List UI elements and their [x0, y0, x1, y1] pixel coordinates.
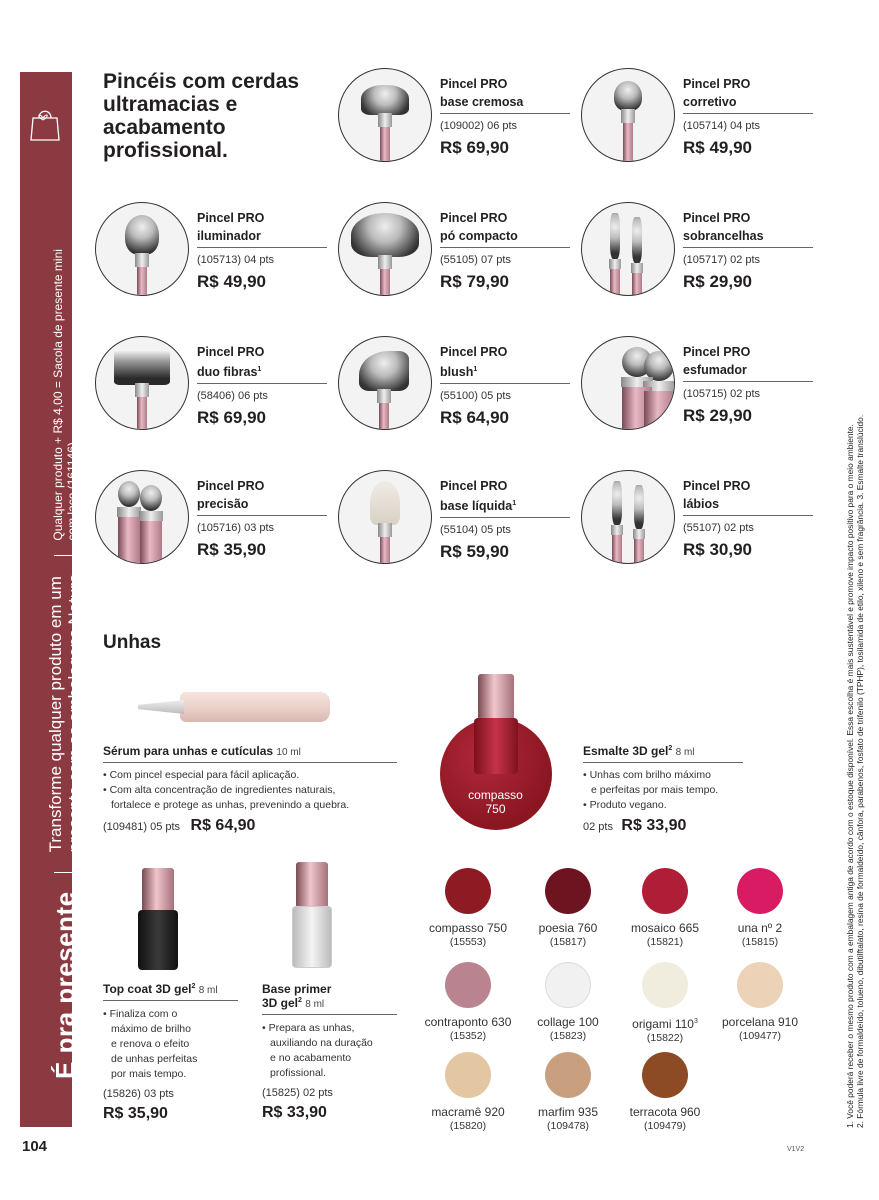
- brush-price: R$ 64,90: [440, 408, 509, 428]
- color-swatch: [445, 1052, 491, 1098]
- banner-divider: [54, 872, 76, 873]
- brush-code: (105715) 02 pts: [683, 388, 761, 400]
- brush-name-line2: [683, 495, 813, 513]
- brush-price: R$ 49,90: [683, 138, 752, 157]
- brush-price: R$ 29,90: [683, 406, 752, 425]
- brush-name-text: iluminador: [197, 229, 261, 243]
- color-swatch-label: [610, 921, 720, 949]
- swatch-name: [413, 1105, 523, 1119]
- topcoat-bullet: máximo de brilho: [111, 1023, 191, 1035]
- brush-image-3: [338, 202, 432, 296]
- serum-tube-image: [120, 688, 332, 728]
- swatch-name-text: poesia 760: [538, 921, 598, 935]
- version-code: V1V2: [787, 1146, 805, 1153]
- brush-image-9: [338, 470, 432, 564]
- footnote-mark: 1: [473, 366, 478, 373]
- topcoat-info: [103, 982, 238, 1123]
- brush-name-line2: [197, 495, 327, 513]
- divider: [103, 762, 397, 763]
- banner-divider: [54, 555, 76, 556]
- brush-name-line1: Pincel PRO: [197, 211, 265, 225]
- brush-name-line1: Pincel PRO: [440, 479, 508, 493]
- brush-name-text: sobrancelhas: [683, 229, 764, 243]
- swatch-name: [413, 921, 523, 935]
- baseprimer-title-line1: Base primer: [262, 982, 332, 996]
- brush-code: (55107) 02 pts: [683, 522, 754, 534]
- topcoat-size: 8 ml: [198, 985, 218, 996]
- brush-name-text: blush: [440, 365, 474, 380]
- brush-name-text: base cremosa: [440, 95, 524, 109]
- swatch-name: [513, 1015, 623, 1029]
- footnote-mark: 1: [257, 366, 262, 373]
- brush-name-line1: Pincel PRO: [197, 479, 265, 493]
- brush-image-6: [338, 336, 432, 430]
- brush-price: R$ 35,90: [197, 540, 266, 559]
- serum-title-text: Sérum para unhas e cutículas: [103, 744, 274, 758]
- serum-info: [103, 744, 397, 835]
- brush-code: (58406) 06 pts: [197, 390, 268, 403]
- page-headline: Pincéis com cerdas ultramacias e acabamento profissional.: [103, 70, 300, 162]
- brush-info: [440, 477, 570, 562]
- footnote-2: 2. Fórmula livre de formaldeído, tolueno, dibutilftalato, resina de formaldeído, cânfora, parabenos, fosfato de trifenilo (TPHP), tosilamida de etilo, xileno e sem fragrância. 3. Esmalte translúcido.: [855, 414, 865, 1128]
- footnotes: [845, 415, 865, 1128]
- swatch-name-text: porcelana 910: [721, 1015, 799, 1029]
- brush-image-8: [95, 470, 189, 564]
- swatch-name: [610, 1105, 720, 1119]
- brush-info: [683, 75, 813, 158]
- color-swatch-label: [413, 1015, 523, 1043]
- featured-polish-bottle: [474, 718, 518, 774]
- swatch-name-text: mosaico 665: [630, 921, 700, 935]
- brush-name-text: corretivo: [683, 95, 737, 109]
- color-swatch: [545, 868, 591, 914]
- brush-code: (105713) 04 pts: [197, 254, 275, 266]
- topcoat-bottle-image: [138, 868, 178, 972]
- brush-name-text: precisão: [197, 497, 249, 511]
- brush-name-line1: Pincel PRO: [683, 345, 751, 359]
- esmalte-price: R$ 33,90: [621, 817, 687, 834]
- baseprimer-info: [262, 982, 397, 1122]
- topcoat-bullet: • Finaliza com o: [103, 1008, 178, 1020]
- color-swatch-label: [705, 921, 815, 949]
- divider: [683, 515, 813, 516]
- brush-info: [440, 209, 570, 292]
- featured-color-name: compasso: [468, 788, 523, 802]
- banner-offer: [51, 249, 79, 541]
- brush-info: [197, 477, 327, 560]
- brush-image-7: [581, 336, 675, 430]
- swatch-name-text: marfim 935: [537, 1105, 599, 1119]
- serum-bullet: fortalece e protege as unhas, prevenindo a quebra.: [111, 799, 350, 811]
- topcoat-price: R$ 35,90: [103, 1105, 168, 1122]
- baseprimer-bullet: profissional.: [270, 1067, 327, 1079]
- brush-name-line2: [197, 227, 327, 245]
- brush-name-line1: Pincel PRO: [197, 345, 265, 359]
- divider: [197, 247, 327, 248]
- swatch-code: (109477): [738, 1030, 782, 1042]
- banner-offer-line1: Qualquer produto + R$ 4,00 = Sacola de presente mini: [51, 249, 65, 541]
- baseprimer-bullet: e no acabamento: [270, 1052, 352, 1064]
- section-title-unhas: Unhas: [103, 632, 162, 653]
- esmalte-size: 8 ml: [675, 747, 695, 758]
- esmalte-pts: 02 pts: [583, 821, 613, 833]
- featured-polish-cap: [478, 674, 514, 720]
- serum-code: (109481) 05 pts: [103, 821, 181, 833]
- swatch-name-text: macramê 920: [431, 1105, 505, 1119]
- footnote-mark: 2: [191, 983, 196, 990]
- swatch-name: [513, 921, 623, 935]
- swatch-code: (15815): [741, 936, 779, 948]
- brush-name-line1: Pincel PRO: [683, 211, 751, 225]
- color-swatch: [642, 1052, 688, 1098]
- featured-polish: [438, 668, 553, 838]
- topcoat-bullet: por mais tempo.: [111, 1068, 187, 1080]
- color-swatch-label: [513, 921, 623, 949]
- color-swatch-label: [610, 1105, 720, 1133]
- brush-name-line2: [683, 361, 813, 379]
- divider: [440, 383, 570, 384]
- color-swatch: [545, 1052, 591, 1098]
- swatch-code: (15553): [449, 936, 487, 948]
- esmalte-bullet: • Produto vegano.: [583, 799, 667, 811]
- brush-image-10: [581, 470, 675, 564]
- esmalte-bullet: e perfeitas por mais tempo.: [591, 784, 719, 796]
- footnote-mark: 3: [693, 1018, 698, 1025]
- divider: [262, 1014, 397, 1015]
- swatch-code: (15352): [449, 1030, 487, 1042]
- color-swatch: [642, 868, 688, 914]
- swatch-name: [705, 1015, 815, 1029]
- banner-offer-line2: com laço (161146): [65, 442, 79, 541]
- serum-bullet: • Com pincel especial para fácil aplicação.: [103, 769, 300, 781]
- swatch-name: [413, 1015, 523, 1029]
- divider: [440, 113, 570, 114]
- brush-code: (55104) 05 pts: [440, 524, 511, 537]
- brush-code: (105714) 04 pts: [683, 120, 761, 132]
- swatch-name-text: origami 110: [632, 1017, 694, 1031]
- baseprimer-bullet: auxiliando na duração: [270, 1037, 373, 1049]
- brush-code: (105716) 03 pts: [197, 522, 275, 534]
- baseprimer-price: R$ 33,90: [262, 1104, 327, 1121]
- esmalte-title-text: Esmalte 3D gel: [583, 744, 669, 758]
- serum-bullet: • Com alta concentração de ingredientes naturais,: [103, 784, 336, 796]
- banner-title: É pra presente: [49, 891, 80, 1079]
- brush-info: [197, 209, 327, 292]
- banner-subtitle-line2: presente com as embalagens Natura: [65, 573, 84, 853]
- color-swatch: [445, 962, 491, 1008]
- brush-image-5: [95, 336, 189, 430]
- brush-price: R$ 59,90: [440, 542, 509, 562]
- esmalte-info: [583, 744, 743, 835]
- brush-info: [197, 343, 327, 428]
- brush-code: (109002) 06 pts: [440, 120, 518, 132]
- color-swatch: [737, 868, 783, 914]
- footnote-mark: 2: [298, 997, 302, 1004]
- swatch-name: [610, 1015, 720, 1031]
- swatch-name-text: collage 100: [537, 1015, 599, 1029]
- banner-subtitle: [46, 574, 84, 853]
- color-swatch-label: [610, 1015, 720, 1045]
- swatch-code: (15817): [549, 936, 587, 948]
- swatch-name: [513, 1105, 623, 1119]
- brush-name-line2: [683, 227, 813, 245]
- divider: [103, 1000, 238, 1001]
- gift-bag-icon: [30, 106, 60, 142]
- brush-name-text: base líquida: [440, 499, 513, 514]
- brush-price: R$ 69,90: [197, 408, 266, 428]
- brush-name-line2: [440, 495, 570, 515]
- brush-info: [440, 75, 570, 158]
- baseprimer-bottle-image: [292, 862, 332, 970]
- esmalte-bullet: • Unhas com brilho máximo: [583, 769, 711, 781]
- baseprimer-code: (15825) 02 pts: [262, 1087, 333, 1099]
- color-swatch-label: [413, 1105, 523, 1133]
- divider: [683, 381, 813, 382]
- brush-price: R$ 30,90: [683, 540, 752, 559]
- swatch-name-text: una nº 2: [737, 921, 783, 935]
- divider: [197, 515, 327, 516]
- divider: [197, 383, 327, 384]
- serum-price: R$ 64,90: [190, 817, 256, 834]
- brush-name-line1: Pincel PRO: [683, 77, 751, 91]
- brush-image-2: [95, 202, 189, 296]
- brush-name-text: pó compacto: [440, 229, 518, 243]
- brush-name-text: duo fibras: [197, 365, 258, 380]
- brush-price: R$ 49,90: [197, 272, 266, 291]
- banner-text: [46, 249, 84, 1079]
- divider: [583, 762, 743, 763]
- swatch-name: [705, 921, 815, 935]
- baseprimer-bullet: • Prepara as unhas,: [262, 1022, 355, 1034]
- swatch-code: (15821): [646, 936, 684, 948]
- color-swatch: [445, 868, 491, 914]
- topcoat-code: (15826) 03 pts: [103, 1088, 174, 1100]
- brush-name-text: lábios: [683, 497, 720, 511]
- brush-name-line2: [197, 361, 327, 381]
- brush-info: [683, 343, 813, 426]
- brush-name-line2: [440, 361, 570, 381]
- featured-color-number: 750: [485, 802, 506, 816]
- swatch-name-text: compasso 750: [428, 921, 508, 935]
- page-number: 104: [22, 1138, 48, 1155]
- color-swatch-label: [513, 1015, 623, 1043]
- brush-code: (105717) 02 pts: [683, 254, 761, 266]
- brush-name-line2: [440, 227, 570, 245]
- topcoat-title: [103, 982, 238, 996]
- brush-name-line2: [440, 93, 570, 111]
- esmalte-title: [583, 744, 743, 758]
- color-swatch-label: [513, 1105, 623, 1133]
- footnote-1: 1. Você poderá receber o mesmo produto com a embalagem antiga de acordo com o estoque disponível. Essa escolha é mais sustentável e promove impacto positivo para o meio ambiente.: [845, 424, 855, 1128]
- swatch-name-text: terracota 960: [629, 1105, 701, 1119]
- baseprimer-title-text: 3D gel: [262, 996, 299, 1010]
- topcoat-bullet: de unhas perfeitas: [111, 1053, 198, 1065]
- serum-title: [103, 744, 397, 758]
- color-swatch: [737, 962, 783, 1008]
- baseprimer-size: 8 ml: [305, 999, 325, 1010]
- brush-name-line2: [683, 93, 813, 111]
- brush-code: (55105) 07 pts: [440, 254, 511, 266]
- swatch-name-text: contraponto 630: [424, 1015, 512, 1029]
- swatch-code: (15820): [449, 1120, 487, 1132]
- brush-info: [683, 477, 813, 560]
- footnote-mark: 2: [668, 745, 673, 752]
- brush-price: R$ 29,90: [683, 272, 752, 291]
- divider: [683, 247, 813, 248]
- divider: [440, 517, 570, 518]
- brush-name-line1: Pincel PRO: [440, 77, 508, 91]
- brush-price: R$ 69,90: [440, 138, 509, 157]
- brush-image-1: [581, 68, 675, 162]
- color-swatch-label: [705, 1015, 815, 1043]
- swatch-name: [610, 921, 720, 935]
- brush-info: [683, 209, 813, 292]
- brush-name-line1: Pincel PRO: [683, 479, 751, 493]
- divider: [683, 113, 813, 114]
- topcoat-bullet: e renova o efeito: [111, 1038, 190, 1050]
- swatch-code: (109478): [546, 1120, 590, 1132]
- brush-name-line1: Pincel PRO: [440, 211, 508, 225]
- brush-code: (55100) 05 pts: [440, 390, 511, 403]
- color-swatch-label: [413, 921, 523, 949]
- swatch-code: (15822): [646, 1032, 684, 1044]
- brush-name-line1: Pincel PRO: [440, 345, 508, 359]
- swatch-code: (109479): [643, 1120, 687, 1132]
- brush-info: [440, 343, 570, 428]
- brush-image-4: [581, 202, 675, 296]
- side-banner: [20, 72, 84, 1127]
- serum-size: 10 ml: [276, 747, 301, 758]
- brush-image-0: [338, 68, 432, 162]
- banner-subtitle-line1: Transforme qualquer produto em um: [46, 576, 65, 853]
- color-swatch: [642, 962, 688, 1008]
- swatch-code: (15823): [549, 1030, 587, 1042]
- baseprimer-title-line2: [262, 996, 397, 1010]
- divider: [440, 247, 570, 248]
- brush-name-text: esfumador: [683, 363, 747, 377]
- color-swatch: [545, 962, 591, 1008]
- brush-price: R$ 79,90: [440, 272, 509, 291]
- topcoat-title-text: Top coat 3D gel: [103, 982, 192, 996]
- footnote-mark: 1: [512, 500, 517, 507]
